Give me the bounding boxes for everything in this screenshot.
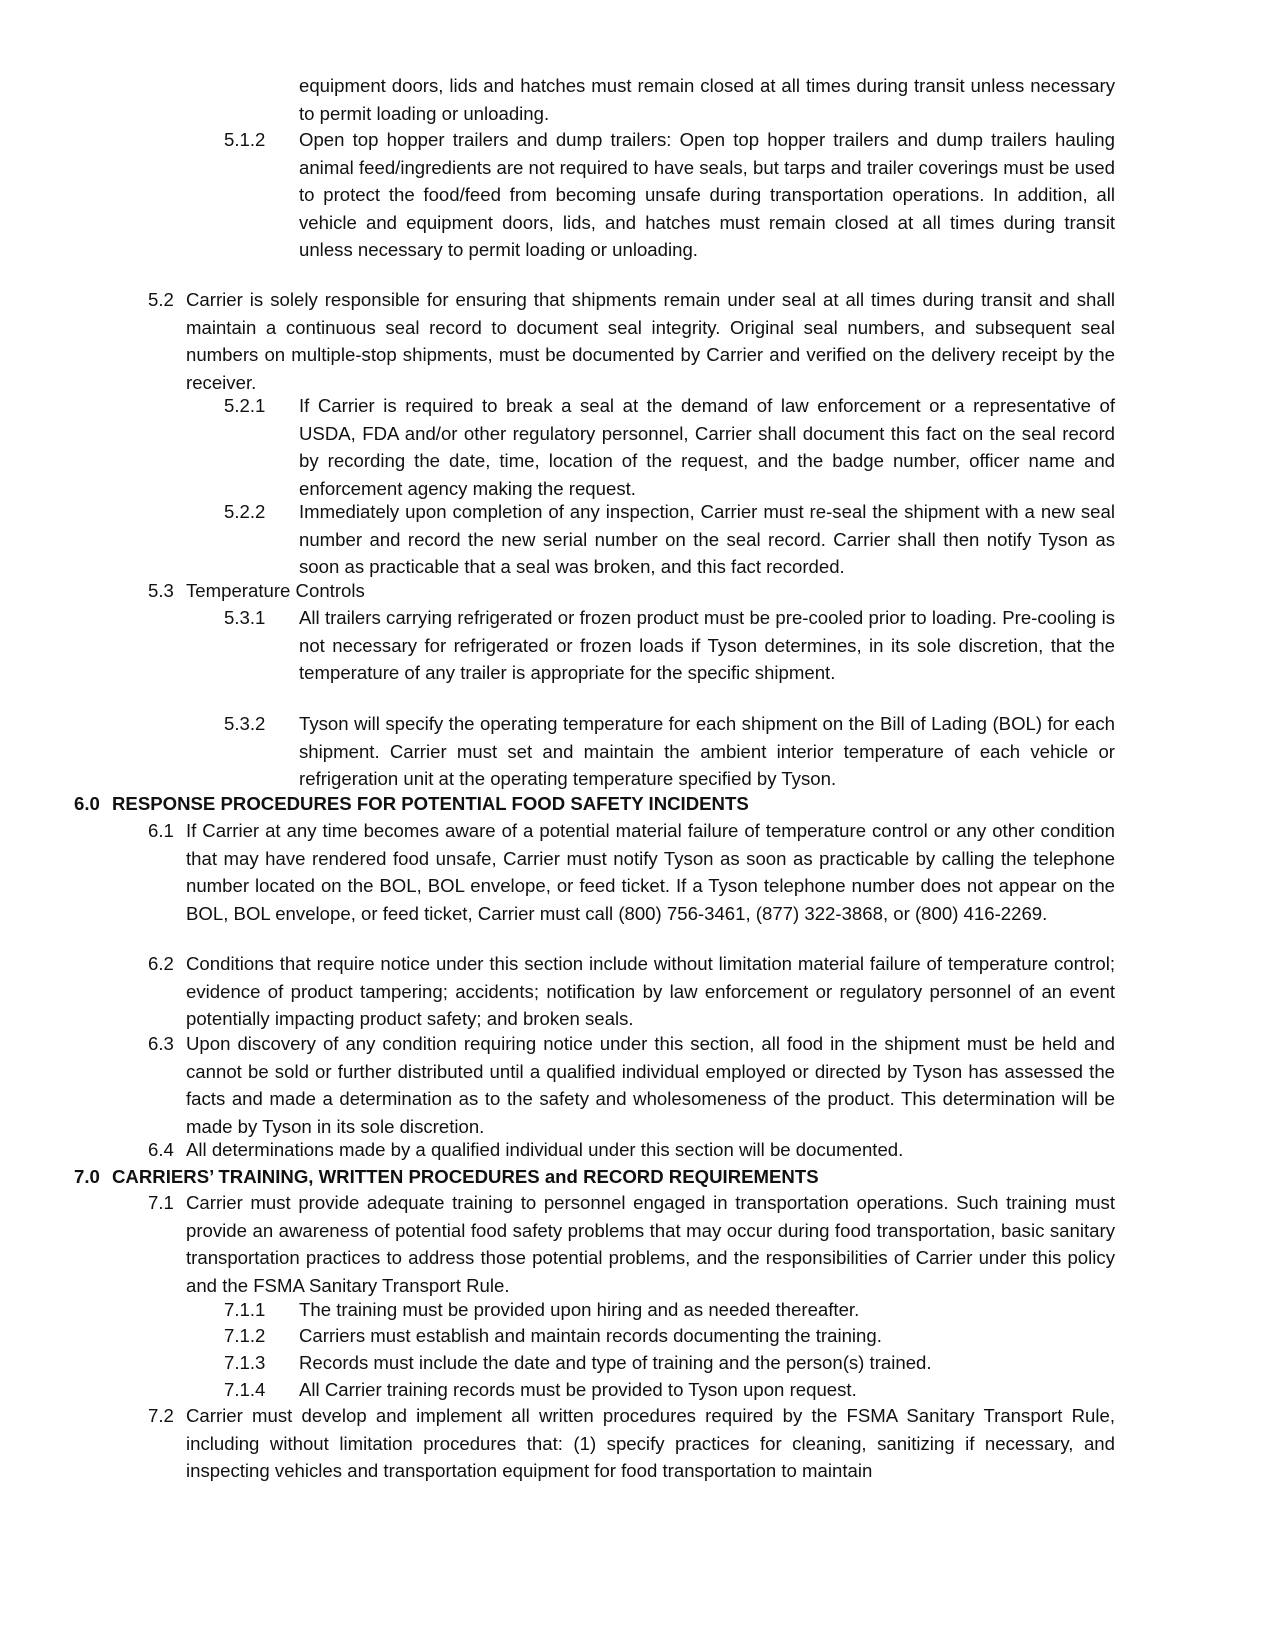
section-number-5-3-2: 5.3.2 [224,713,266,734]
paragraph-5-3-2: Tyson will specify the operating temperature for each shipment on the Bill of Lading (BOL) for each shipment. Carrier must set and maintain the ambient interior temperature of each vehicle or refrigeration unit at the operating temperature specified by Tyson. [299,713,1115,789]
paragraph-5-2: Carrier is solely responsible for ensuring that shipments remain under seal at all times during transit and shall maintain a continuous seal record to document seal integrity. Original seal numbers, and subsequent seal numbers on multiple-stop shipments, must be documented by Carrier and verified on the delivery receipt by the receiver. [186,289,1115,393]
section-number-5-3: 5.3 [148,580,174,601]
paragraph-7-1-2: Carriers must establish and maintain records documenting the training. [299,1325,882,1346]
paragraph-7-1-4: All Carrier training records must be provided to Tyson upon request. [299,1379,857,1400]
section-number-5-2-2: 5.2.2 [224,501,266,522]
section-number-6-3: 6.3 [148,1033,174,1054]
paragraph-5-3-1: All trailers carrying refrigerated or frozen product must be pre-cooled prior to loading. Pre-cooling is not necessary for refrigerated or frozen loads if Tyson determines, in its sole discretion, that the temperature of any trailer is appropriate for the specific shipment. [299,607,1115,683]
paragraph-7-1-3: Records must include the date and type of training and the person(s) trained. [299,1352,932,1373]
section-number-6-2: 6.2 [148,953,174,974]
section-number-5-1-2: 5.1.2 [224,129,266,150]
paragraph-7-1: Carrier must provide adequate training to personnel engaged in transportation operations. Such training must provide an awareness of potential food safety problems that may occur during food transportation, basic sanitary transportation practices to address those potential problems, and the responsibilities of Carrier under this policy and the FSMA Sanitary Transport Rule. [186,1192,1115,1296]
section-number-7-1-4: 7.1.4 [224,1379,266,1400]
section-number-7-1-2: 7.1.2 [224,1325,266,1346]
heading-number-7-0: 7.0 [74,1166,100,1187]
section-number-5-2-1: 5.2.1 [224,395,266,416]
paragraph-5-2-2: Immediately upon completion of any inspection, Carrier must re-seal the shipment with a new seal number and record the new serial number on the seal record. Carrier shall then notify Tyson as soon as practicable that a seal was broken, and this fact recorded. [299,501,1115,577]
paragraph-5-1-2: Open top hopper trailers and dump trailers: Open top hopper trailers and dump trailers hauling animal feed/ingredients are not required to have seals, but tarps and trailer coverings must be used to protect the food/feed from becoming unsafe during transportation operations. In addition, all vehicle and equipment doors, lids, and hatches must remain closed at all times during transit unless necessary to permit loading or unloading. [299,129,1115,260]
heading-title-6-0: RESPONSE PROCEDURES FOR POTENTIAL FOOD SAFETY INCIDENTS [112,793,749,814]
heading-section-6 [74,790,749,818]
paragraph-6-3: Upon discovery of any condition requiring notice under this section, all food in the shipment must be held and cannot be sold or further distributed until a qualified individual employed or directed by Tyson has assessed the facts and made a determination as to the safety and wholesomeness of the product. This determination will be made by Tyson in its sole discretion. [186,1033,1115,1137]
section-number-7-2: 7.2 [148,1405,174,1426]
paragraph-6-4: All determinations made by a qualified individual under this section will be documented. [186,1139,904,1160]
section-number-5-2: 5.2 [148,289,174,310]
section-number-6-4: 6.4 [148,1139,174,1160]
section-number-7-1: 7.1 [148,1192,174,1213]
paragraph-6-2: Conditions that require notice under this section include without limitation material failure of temperature control; evidence of product tampering; accidents; notification by law enforcement or regulatory personnel of an event potentially impacting product safety; and broken seals. [186,953,1115,1029]
paragraph-7-2: Carrier must develop and implement all written procedures required by the FSMA Sanitary Transport Rule, including without limitation procedures that: (1) specify practices for cleaning, sanitizing if necessary, and inspecting vehicles and transportation equipment for food transportation to maintain [186,1405,1115,1481]
section-number-5-3-1: 5.3.1 [224,607,266,628]
section-number-6-1: 6.1 [148,820,174,841]
section-number-7-1-1: 7.1.1 [224,1299,266,1320]
subheading-temperature-controls: Temperature Controls [186,580,365,601]
paragraph-7-1-1: The training must be provided upon hiring and as needed thereafter. [299,1299,860,1320]
section-number-7-1-3: 7.1.3 [224,1352,266,1373]
paragraph-6-1: If Carrier at any time becomes aware of a potential material failure of temperature control or any other condition that may have rendered food unsafe, Carrier must notify Tyson as soon as practicable by calling the telephone number located on the BOL, BOL envelope, or feed ticket. If a Tyson telephone number does not appear on the BOL, BOL envelope, or feed ticket, Carrier must call (800) 756-3461, (877) 322-3868, or (800) 416-2269. [186,820,1115,924]
paragraph-5-1-1-continuation: equipment doors, lids and hatches must remain closed at all times during transit unless necessary to permit loading or unloading. [299,75,1115,124]
paragraph-5-2-1: If Carrier is required to break a seal at the demand of law enforcement or a representative of USDA, FDA and/or other regulatory personnel, Carrier shall document this fact on the seal record by recording the date, time, location of the request, and the badge number, officer name and enforcement agency making the request. [299,395,1115,499]
heading-number-6-0: 6.0 [74,793,100,814]
heading-title-7-0: CARRIERS’ TRAINING, WRITTEN PROCEDURES and RECORD REQUIREMENTS [112,1166,819,1187]
heading-section-7 [74,1163,819,1191]
